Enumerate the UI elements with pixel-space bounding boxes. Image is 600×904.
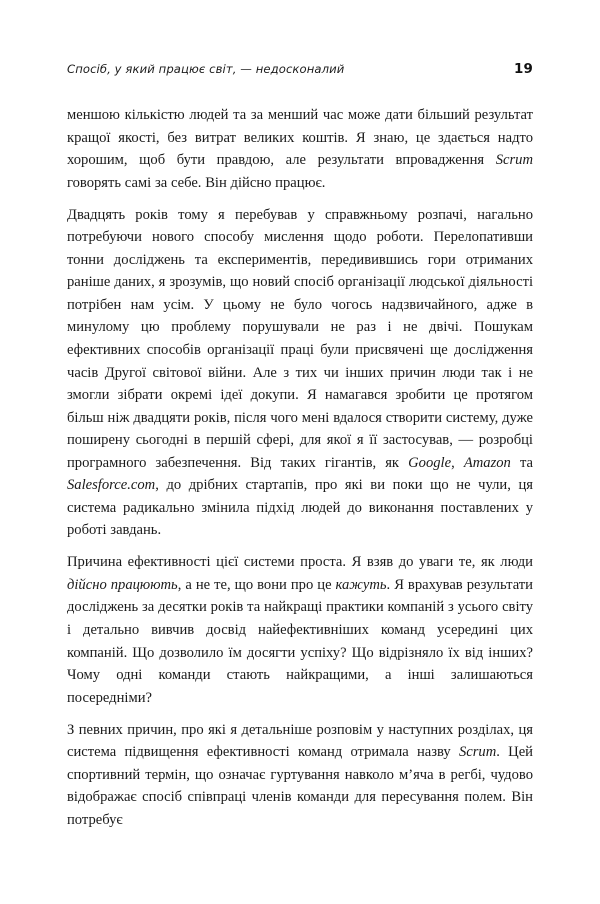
body-text: З певних причин, про які я детальніше розповім у наступних розділах, ця система підвищення ефективності команд отримала назву: [67, 721, 533, 761]
body-text: ,: [451, 454, 464, 471]
body-text: , а не те, що вони про це: [177, 576, 336, 593]
emphasis-text: Google: [408, 454, 452, 471]
body-text: . Цей спортивний термін, що означає гуртування навколо м’яча в регбі, чудово відображає спосіб співпраці членів команди для пересування полем. Він потребує: [67, 744, 533, 828]
paragraph: [67, 719, 533, 832]
page-number: 19: [513, 62, 533, 77]
body-text: . Я врахував результати досліджень за десятки років та найкращі практики компаній з усього світу і детально вивчив досвід найефективніших команд усередині цих компаній. Що дозволило їм досягти успіху? Що відрізняло їх від інших? Чому одні команди стають найкращими, а інші залишаються посередніми?: [67, 576, 533, 706]
paragraph: [67, 104, 533, 194]
emphasis-text: Salesforce.com: [67, 477, 156, 494]
paragraph: [67, 551, 533, 709]
body-text-column: [67, 104, 533, 831]
body-text: Причина ефективності цієї системи проста. Я взяв до уваги те, як люди: [67, 554, 533, 571]
emphasis-text: Amazon: [463, 454, 511, 471]
body-text: Двадцять років тому я перебував у справжньому розпачі, нагально потребуючи нового способу мислення щодо роботи. Перелопативши тонни досліджень та експериментів, передивившись гори отриманих раніше даних, я зрозумів, що новий спосіб організації людської діяльності потрібен нам усім. У цьому не було чогось надзвичайного, адже в минулому цю проблему порушували не раз і не двічі. Пошукам ефективних способів організації праці були присвячені ще дослідження часів Другої світової війни. Але з тих чи інших причин люди так і не змогли зібрати окремі ідеї докупи. Я намагався зробити це протягом більш ніж двадцяти років, після чого мені вдалося створити систему, дуже поширену сьогодні в першій сфері, для якої я її застосував, — розробці програмного забезпечення. Від таких гігантів, як: [67, 206, 533, 471]
emphasis-text: Scrum: [458, 744, 497, 761]
emphasis-text: дійсно працюють: [67, 576, 178, 593]
emphasis-text: кажуть: [335, 576, 387, 593]
running-head-title: Спосіб, у який працює світ, — недосконалий: [67, 62, 345, 76]
paragraph: [67, 204, 533, 542]
body-text: та: [510, 454, 533, 471]
running-header: [67, 62, 533, 77]
body-text: говорять самі за себе. Він дійсно працює.: [67, 174, 326, 191]
body-text: , до дрібних стартапів, про які ви поки що не чули, ця система радикально змінила підхід людей до виконання поставлених у роботі завдань.: [67, 477, 533, 539]
body-text: меншою кількістю людей та за менший час може дати більший результат кращої якості, без витрат великих коштів. Я знаю, це здається надто хорошим, щоб бути правдою, але результати впровадження: [67, 107, 533, 169]
emphasis-text: Scrum: [495, 152, 533, 169]
